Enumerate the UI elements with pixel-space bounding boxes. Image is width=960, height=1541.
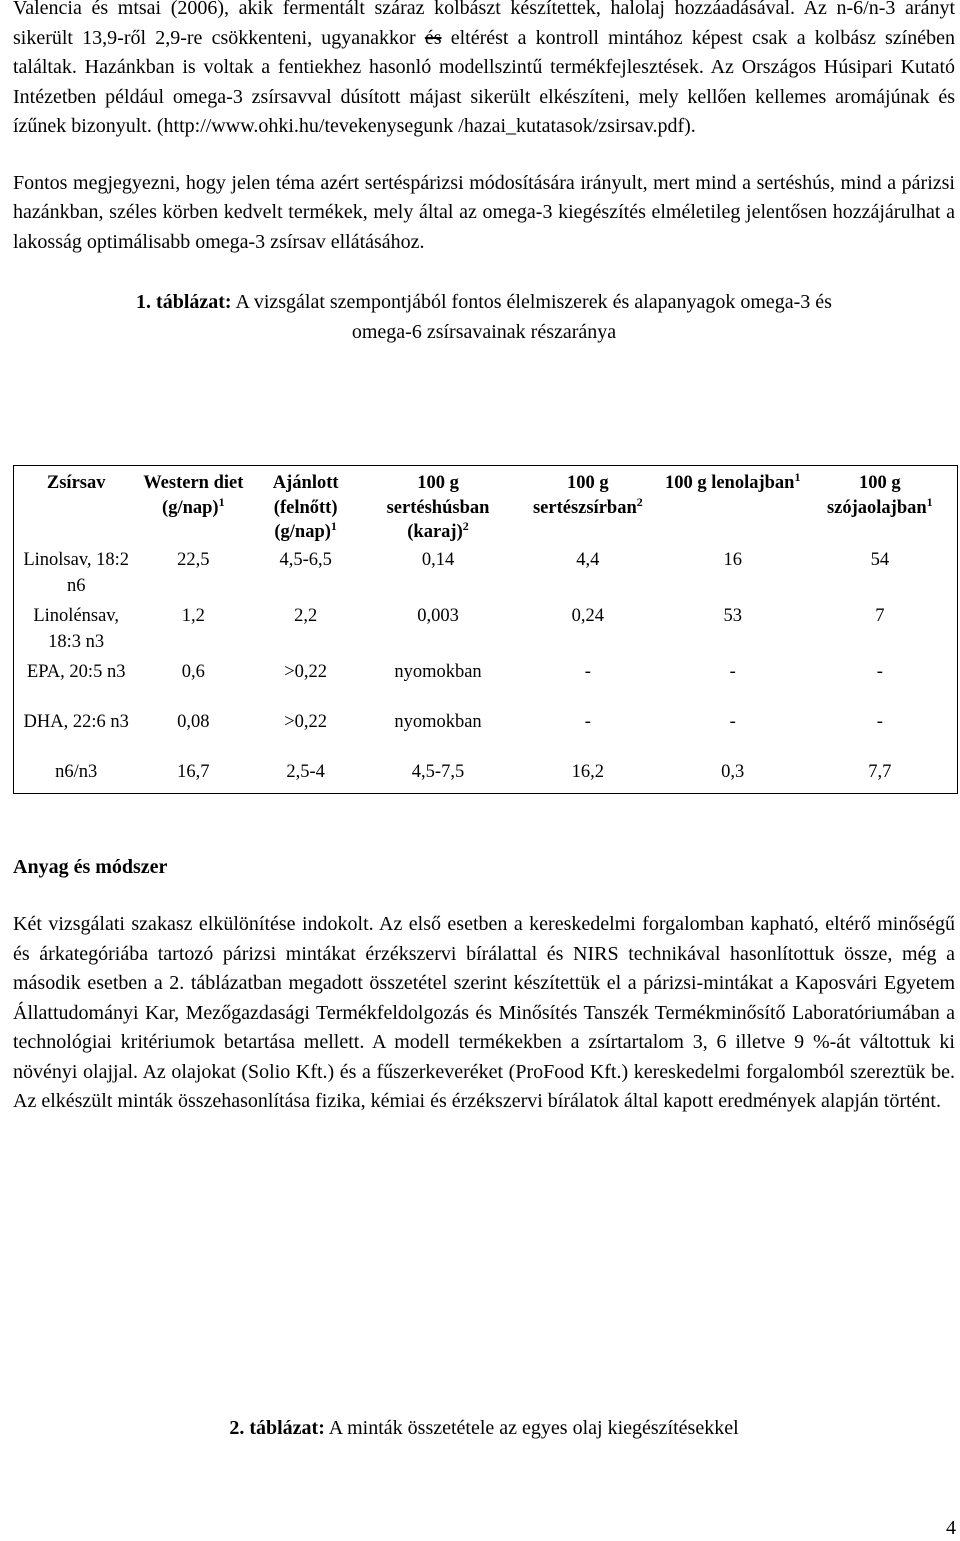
table-cell: - [729,711,736,732]
table-cell: nyomokban [394,661,482,682]
table1-header-cell: 100 g sertészsírban$^2$ [532,473,643,518]
paragraph-methods: Két vizsgálati szakasz elkülönítése indokolt. Az első esetben a kereskedelmi forgalomban kapható, eltérő minőségű és árkategóriába tartozó párizsi mintákat érzékszervi bírálattal és NIRS technikával hasonlítottuk össze, még a második esetben a 2. táblázatban megadott összetétel szerint készítettük el a párizsi-mintákat a Kaposvári Egyetem Állattudományi Kar, Mezőgazdasági Termékfeldolgozás és Minősítés Tanszék Termékminősítő Laboratóriumában a technológiai kritériumok betartása mellett. A modell termékekben a zsírtartalom 3, 6 illetve 9 %-át váltottuk ki növényi olajjal. Az olajokat (Solio Kft.) és a fűszerkeveréket (ProFood Kft.) kereskedelmi forgalomból szereztük be. Az elkészült minták összehasonlítása fizika, kémiai és érzékszervi bírálatok által kapott eredmények alapján történt. [13,913,955,1112]
table-cell: 2,2 [294,605,318,626]
table-cell: 0,003 [417,605,459,626]
paragraph-fontos: Fontos megjegyezni, hogy jelen téma azért sertéspárizsi módosítására irányult, mert mind a sertéshús, mind a párizsi hazánkban, széles körben kedvelt termékek, mely által az omega-3 kiegészítés elméletileg jelentősen hozzájárulhat a lakosság optimálisabb omega-3 zsírsav ellátásához. [13,171,955,253]
table-row [14,547,958,603]
table1 [13,465,958,794]
table-cell: - [584,661,591,682]
table-cell: 4,5-7,5 [411,761,465,782]
table-cell: - [876,711,883,732]
table-cell: 2,5-4 [286,761,325,782]
table1-header-cell: 100 g szójaolajban$^1$ [826,473,933,518]
table-cell: - [584,711,591,732]
table-row [14,603,958,659]
section-heading: Anyag és módszer [13,856,168,878]
table-row [14,709,958,759]
table1-header-cell: Ajánlott (felnőtt) $(g/nap)^1$ [272,473,339,542]
table-cell: 0,08 [177,711,210,732]
table-cell: >0,22 [284,711,328,732]
table1-caption: 1. táblázat: A vizsgálat szempontjából fontos élelmiszerek és alapanyagok omega-3 és omega-6 zsírsavainak részaránya [136,291,832,343]
table-cell: 4,5-6,5 [279,549,332,570]
table-cell: 16 [723,549,742,570]
table-cell: nyomokban [394,711,482,732]
table-cell: >0,22 [284,661,328,682]
table-cell: Linolénsav, 18:3 n3 [33,605,119,652]
table-cell: DHA, 22:6 n3 [23,711,129,732]
table-cell: 0,3 [721,761,745,782]
table-cell: 0,14 [421,549,455,570]
table1-header-row [14,466,958,547]
table1-header-cell: Western diet $(g/nap)^1$ [143,473,244,518]
table2-caption: 2. táblázat: A minták összetétele az egyes olaj kiegészítésekkel [229,1417,739,1439]
table-cell: 16,7 [177,761,210,782]
table-cell: 7 [875,605,885,626]
table-cell: 0,24 [571,605,605,626]
table-cell: 53 [723,605,742,626]
page-number: 4 [946,1517,956,1539]
table-cell: 54 [870,549,890,570]
table1-header-cell: Zsírsav [46,473,106,493]
table-cell: 16,2 [571,761,605,782]
table1-header-cell: 100 g sertéshúsban (karaj)$^2$ [386,473,490,542]
table-cell: 0,6 [181,661,205,682]
table-row [14,759,958,794]
table-cell: 4,4 [576,549,600,570]
struck-word: és [424,26,442,49]
table-cell: n6/n3 [55,761,98,782]
table-cell: Linolsav, 18:2 n6 [23,549,130,596]
table-cell: - [876,661,883,682]
table-cell: 1,2 [181,605,205,626]
paragraph-valencia: Valencia és mtsai (2006), akik fermentált száraz kolbászt készítettek, halolaj hozzáadásával. Az n-6/n-3 arányt sikerült 13,9-ről 2,9-re csökkenteni, ugyanakkor és eltérést a kontroll mintához képest csak a kolbász színében találtak. Hazánkban is voltak a fentiekhez hasonló modellszintű termékfejlesztések. Az Országos Húsipari Kutató Intézetben például omega-3 zsírsavval dúsított májast sikerült elkészíteni, mely kellően kellemes aromájúnak és ízűnek bizonyult. (http://www.ohki.hu/tevekenysegunk /hazai_kutatasok/zsirsav.pdf). [13,0,955,137]
document-page [13,0,955,1439]
table-cell: 7,7 [868,761,892,782]
table-row [14,659,958,709]
table-cell: EPA, 20:5 n3 [26,661,126,682]
table-cell: - [729,661,736,682]
table1-header-cell: 100 g lenolajban$^1$ [664,469,801,493]
table-cell: 22,5 [177,549,210,570]
